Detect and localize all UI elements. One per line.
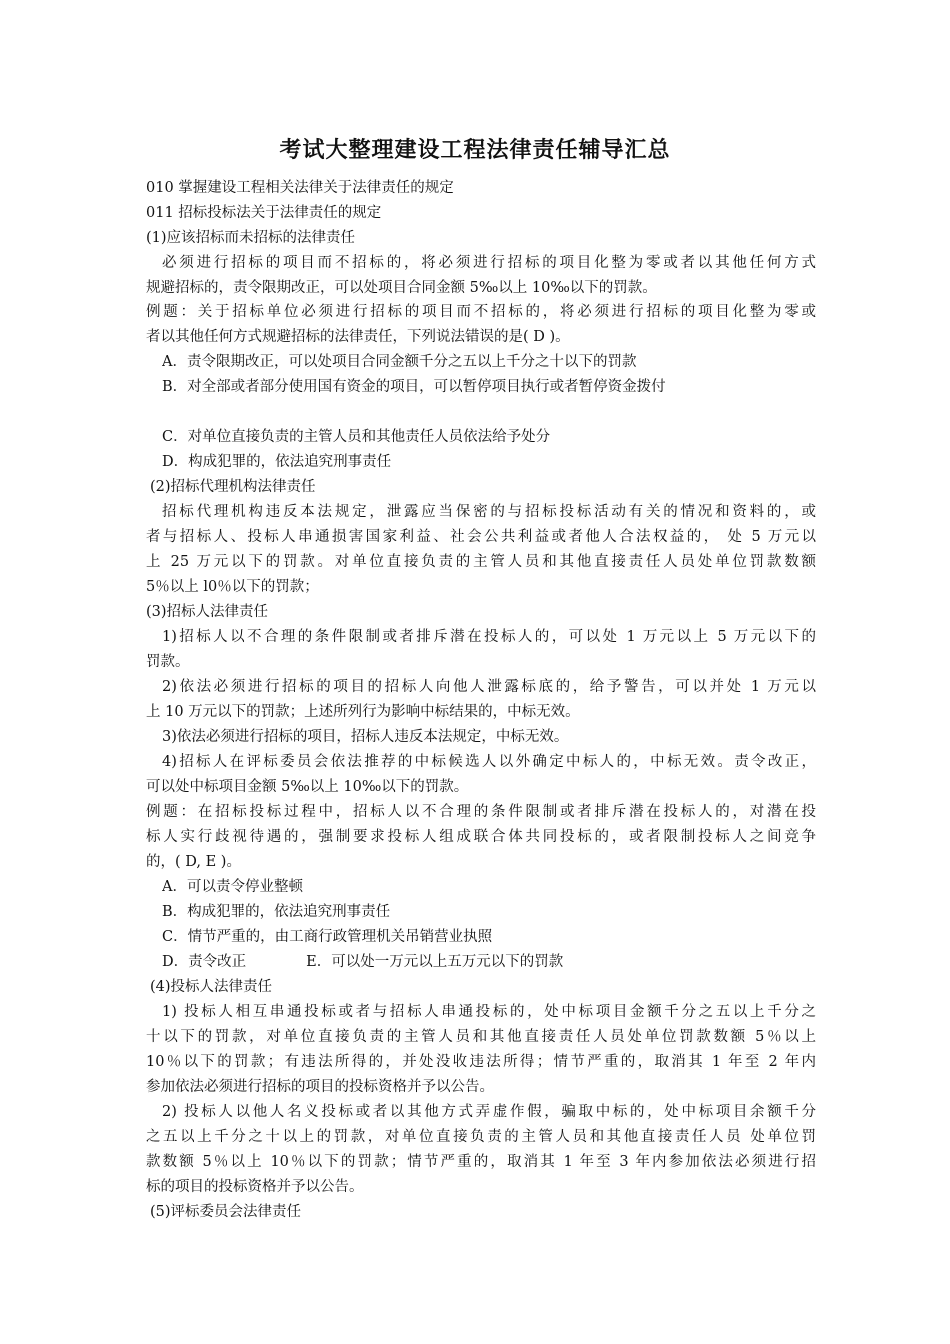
- paragraph-line: 2) 投标人以他人名义投标或者以其他方式弄虚作假，骗取中标的，处中标项目余额千分: [162, 1104, 816, 1120]
- paragraph-line: 招标代理机构违反本法规定，泄露应当保密的与招标投标活动有关的情况和资料的，或: [162, 504, 816, 520]
- option-c: C．对单位直接负责的主管人员和其他责任人员依法给予处分: [162, 429, 551, 445]
- example-line: 例题：在招标投标过程中，招标人以不合理的条件限制或者排斥潜在投标人的，对潜在投: [146, 804, 816, 820]
- option-d: D．构成犯罪的，依法追究刑事责任: [162, 454, 392, 470]
- example-line: 者以其他任何方式规避招标的法律责任，下列说法错误的是( D )。: [146, 329, 570, 345]
- paragraph-line: 2)依法必须进行招标的项目的招标人向他人泄露标底的，给予警告，可以并处 1 万元以: [162, 679, 816, 695]
- subsection-heading: (3)招标人法律责任: [146, 604, 269, 620]
- paragraph-line: 参加依法必须进行招标的项目的投标资格并予以公告。: [146, 1079, 494, 1095]
- paragraph-line: 之五以上千分之十以上的罚款，对单位直接负责的主管人员和其他直接责任人员 处单位罚: [146, 1129, 816, 1145]
- section-heading: 011 招标投标法关于法律责任的规定: [146, 205, 382, 221]
- subsection-heading: (5)评标委员会法律责任: [150, 1204, 302, 1220]
- option-e: E．可以处一万元以上五万元以下的罚款: [306, 954, 564, 970]
- section-heading: 010 掌握建设工程相关法律关于法律责任的规定: [146, 180, 454, 196]
- paragraph-line: 上 25 万元以下的罚款。对单位直接负责的主管人员和其他直接责任人员处单位罚款数额: [146, 554, 816, 570]
- paragraph-line: 5％以上 l0％以下的罚款；: [146, 579, 319, 595]
- option-b: B．构成犯罪的，依法追究刑事责任: [162, 904, 391, 920]
- page-title: 考试大整理建设工程法律责任辅导汇总: [279, 138, 671, 163]
- paragraph-line: 1) 投标人相互串通投标或者与招标人串通投标的，处中标项目金额千分之五以上千分之: [162, 1004, 816, 1020]
- option-c: C．情节严重的，由工商行政管理机关吊销营业执照: [162, 929, 493, 945]
- option-d: D．责令改正: [162, 954, 247, 970]
- option-a: A．责令限期改正，可以处项目合同金额千分之五以上千分之十以下的罚款: [162, 354, 637, 370]
- option-b: B．对全部或者部分使用国有资金的项目，可以暂停项目执行或者暂停资金拨付: [162, 379, 666, 395]
- example-line: 例题：关于招标单位必须进行招标的项目而不招标的，将必须进行招标的项目化整为零或: [146, 304, 816, 320]
- paragraph-line: 者与招标人、投标人串通损害国家利益、社会公共利益或者他人合法权益的， 处 5 万元以: [146, 529, 816, 545]
- example-line: 的，( D, E )。: [146, 854, 241, 870]
- paragraph-line: 款数额 5％以上 10％以下的罚款；情节严重的，取消其 1 年至 3 年内参加依法必须进行招: [146, 1154, 816, 1170]
- paragraph-line: 3)依法必须进行招标的项目，招标人违反本法规定，中标无效。: [162, 729, 569, 745]
- paragraph-line: 标的项目的投标资格并予以公告。: [146, 1179, 364, 1195]
- paragraph-line: 罚款。: [146, 654, 190, 670]
- subsection-heading: (4)投标人法律责任: [150, 979, 273, 995]
- paragraph-line: 十以下的罚款，对单位直接负责的主管人员和其他直接责任人员处单位罚款数额 5％以上: [146, 1029, 816, 1045]
- paragraph-line: 必须进行招标的项目而不招标的，将必须进行招标的项目化整为零或者以其他任何方式: [162, 255, 816, 271]
- subsection-heading: (2)招标代理机构法律责任: [150, 479, 316, 495]
- subsection-heading: (1)应该招标而未招标的法律责任: [146, 230, 356, 246]
- paragraph-line: 1)招标人以不合理的条件限制或者排斥潜在投标人的，可以处 1 万元以上 5 万元以下的: [162, 629, 816, 645]
- option-a: A．可以责令停业整顿: [162, 879, 303, 895]
- example-line: 标人实行歧视待遇的，强制要求投标人组成联合体共同投标的，或者限制投标人之间竞争: [146, 829, 816, 845]
- paragraph-line: 4)招标人在评标委员会依法推荐的中标候选人以外确定中标人的，中标无效。责令改正，: [162, 754, 816, 770]
- paragraph-line: 可以处中标项目金额 5‰以上 10‰以下的罚款。: [146, 779, 469, 795]
- paragraph-line: 上 10 万元以下的罚款；上述所列行为影响中标结果的，中标无效。: [146, 704, 580, 720]
- paragraph-line: 10％以下的罚款；有违法所得的，并处没收违法所得；情节严重的，取消其 1 年至 2 年内: [146, 1054, 816, 1070]
- options-d-e-line: [162, 952, 816, 972]
- paragraph-line: 规避招标的，责令限期改正，可以处项目合同金额 5‰以上 10‰以下的罚款。: [146, 280, 657, 296]
